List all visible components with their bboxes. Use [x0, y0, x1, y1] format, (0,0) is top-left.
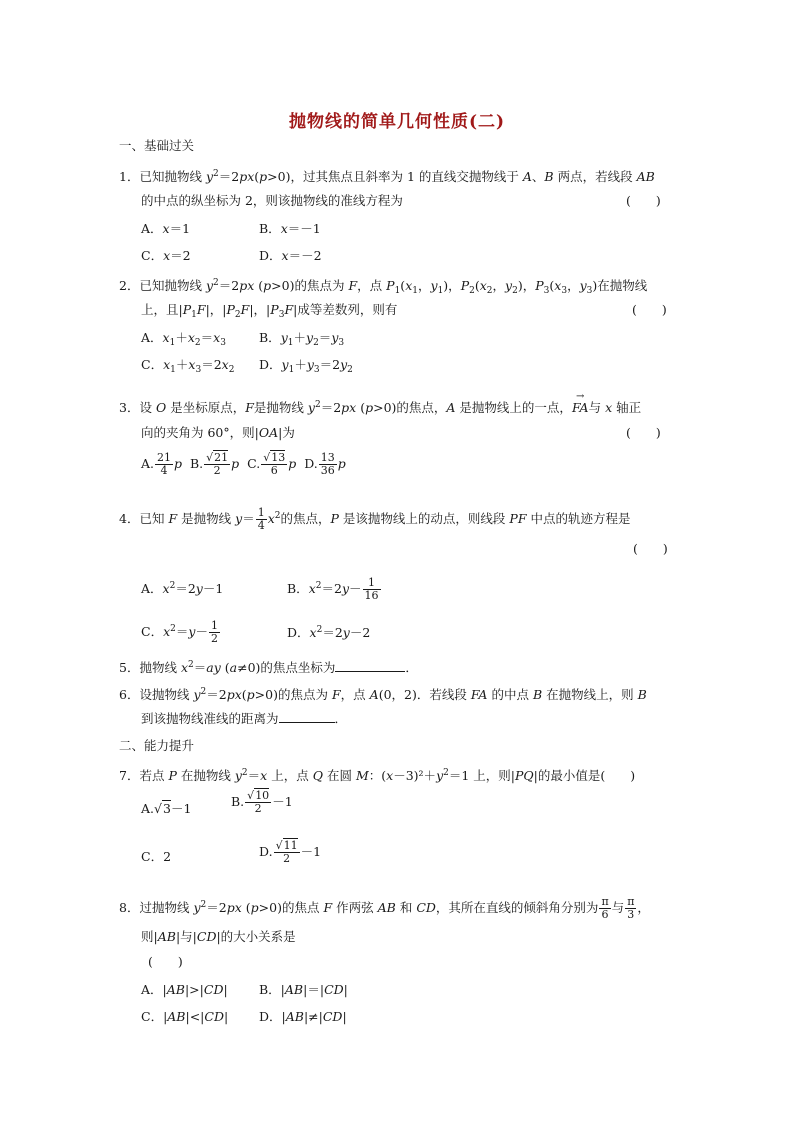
question-1-line-2: 的中点的纵坐标为 2，则该抛物线的准线方程为	[141, 193, 403, 208]
question-3-line-2: 向的夹角为 60°，则|OA|为	[141, 425, 295, 440]
answer-paren: ( )	[148, 954, 183, 969]
question-3-line-1: 3．设 O 是坐标原点，F是抛物线 $y^2=2px$ (p>0)的焦点，A 是抛物线上的一点，→ FA与 x 轴正	[119, 396, 641, 417]
question-2-line-2: 上，且$|P_1F|$，$|P_2F|$，$|P_3F|$成等差数列，则有	[141, 302, 398, 320]
q4-option-c[interactable]: C．$x^2=y-$ $\frac{1}{2}$	[141, 619, 218, 645]
q8-option-c[interactable]: C．|AB|<|CD|	[141, 1009, 229, 1024]
question-6-line-2: 到该抛物线准线的距离为 ．	[141, 711, 348, 726]
answer-blank[interactable]	[335, 659, 405, 672]
question-5: 5．抛物线 $x^2=ay$ (a≠0)的焦点坐标为 ．	[119, 660, 418, 675]
question-6-line-1: 6．设抛物线 $y^2=2px(p>0)$的焦点为 F，点 A(0，2)．若线段 FA 的中点 B 在抛物线上，则 B	[119, 687, 647, 702]
q3-options	[141, 452, 346, 477]
question-4-line-1: 4．已知 F 是抛物线 y＝ $\frac{1}{4}$ $x^2$的焦点，P 是该抛物线上的动点，则线段 PF 中点的轨迹方程是	[119, 506, 631, 532]
answer-paren: ( )	[632, 302, 667, 317]
q4-option-a[interactable]: A．$x^2=2y-1$	[141, 581, 224, 596]
answer-paren: ( )	[633, 541, 668, 556]
section-heading-basic: 一、基础过关	[119, 138, 195, 153]
answer-paren: ( )	[626, 425, 661, 440]
q4-option-b[interactable]: B．$x^2=2y-$ $\frac{1}{16}$	[287, 576, 379, 602]
question-2-line-1: 2．已知抛物线 $y^2=2px$ (p>0)的焦点为 F，点 $P_1(x_1$，$y_1$)，$P_2(x_2$，$y_2$)，$P_3(x_3$，$y_3$)在抛物线	[119, 278, 648, 296]
q2-option-c[interactable]: C．$x_1+x_3=2x_2$	[141, 357, 235, 375]
section-heading-advanced: 二、能力提升	[119, 738, 195, 753]
q2-option-a[interactable]: A．$x_1+x_2=x_3$	[141, 330, 226, 348]
q3-option-c[interactable]: C. $\frac{√13}{6}$ p	[247, 451, 297, 477]
q1-option-d[interactable]: D．x＝－2	[259, 248, 322, 263]
q3-option-d[interactable]: D. $\frac{13}{36}$ p	[304, 451, 346, 477]
q8-option-a[interactable]: A．|AB|>|CD|	[141, 982, 228, 997]
q8-option-b[interactable]: B．|AB|＝|CD|	[259, 982, 348, 997]
q1-option-c[interactable]: C．x＝2	[141, 248, 191, 263]
q7-option-b[interactable]: B. $\frac{√10}{2}$ －1	[231, 789, 293, 815]
q2-option-d[interactable]: D．$y_1+y_3=2y_2$	[259, 357, 353, 375]
q2-option-b[interactable]: B．$y_1+y_2=y_3$	[259, 330, 345, 348]
q3-option-b[interactable]: B. $\frac{√21}{2}$ p	[189, 451, 240, 477]
question-8-line-2: 则|AB|与|CD|的大小关系是	[141, 929, 296, 944]
answer-paren: ( )	[626, 193, 661, 208]
answer-blank[interactable]	[279, 710, 335, 723]
question-7-line-1: 7．若点 P 在抛物线 $y^2=x$ 上，点 Q 在圆 M：$(x-3)^2+y^2=1$ 上，则|PQ|的最小值是( )	[119, 768, 636, 783]
q7-option-c[interactable]: C．2	[141, 849, 172, 864]
question-1-line-1: 1．已知抛物线 $y^2=2px(p>0)$，过其焦点且斜率为 1 的直线交抛物线于 A、B 两点，若线段 AB	[119, 169, 655, 184]
question-8-line-1: 8．过抛物线 $y^2=2px$ (p>0)的焦点 F 作两弦 AB 和 CD，其所在直线的倾斜角分别为 $\frac{\pi}{6}$ 与 $\frac{\pi}{3}$ ，	[119, 895, 650, 921]
q1-option-a[interactable]: A．x＝1	[141, 221, 191, 236]
q3-option-a[interactable]: A. $\frac{21}{4}$ p	[141, 451, 183, 477]
q7-option-d[interactable]: D. $\frac{√11}{2}$ －1	[259, 839, 322, 865]
q1-option-b[interactable]: B．x＝－1	[259, 221, 321, 236]
q8-option-d[interactable]: D．|AB|≠|CD|	[259, 1009, 347, 1024]
q4-option-d[interactable]: D．$x^2=2y-2$	[287, 625, 371, 640]
page-title: 抛物线的简单几何性质(二)	[288, 112, 506, 132]
q7-option-a[interactable]: A.√3－1	[141, 801, 192, 816]
